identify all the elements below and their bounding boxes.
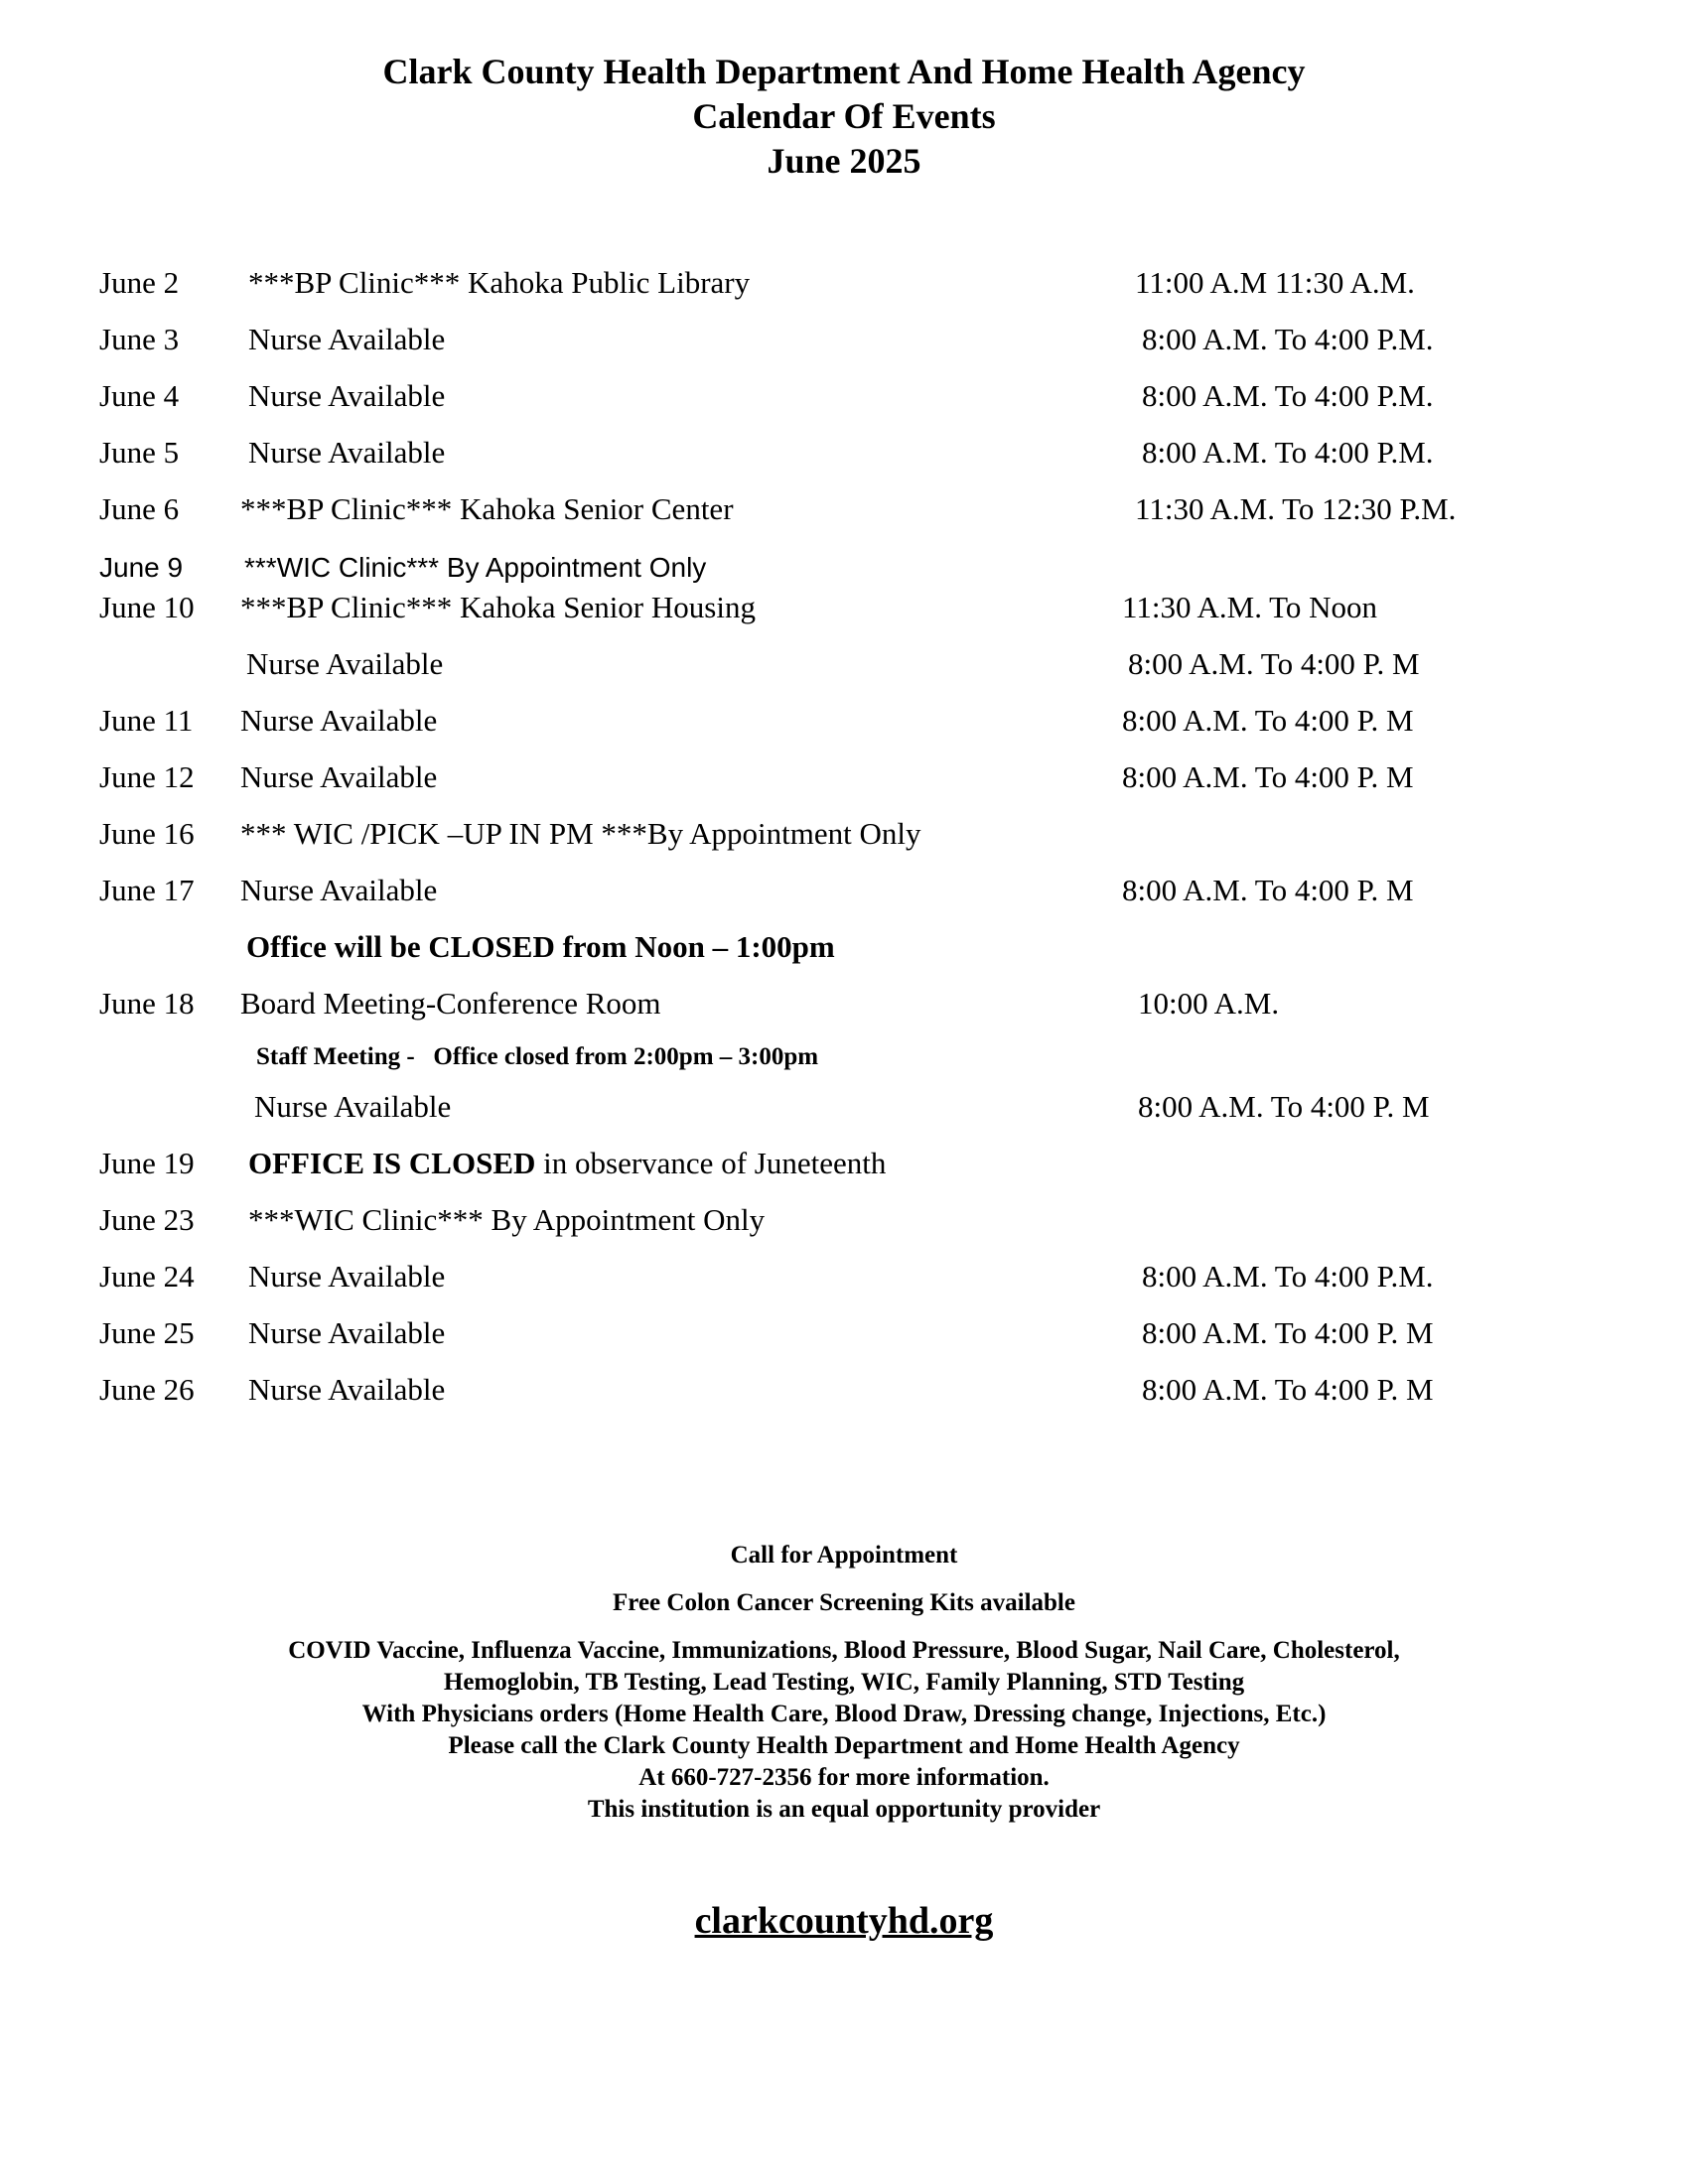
event-date: June 10 <box>99 590 195 624</box>
event-date: June 4 <box>99 378 180 413</box>
event-time: 8:00 A.M. To 4:00 P. M <box>1122 873 1414 907</box>
event-date: June 9 <box>99 552 184 583</box>
event-time: 8:00 A.M. To 4:00 P.M. <box>1142 378 1434 413</box>
event-time: 8:00 A.M. To 4:00 P. M <box>1138 1089 1430 1124</box>
event-date: June 5 <box>99 435 180 470</box>
event-time: 10:00 A.M. <box>1138 986 1280 1021</box>
juneteenth-text: in observance of Juneteenth <box>535 1146 887 1180</box>
event-date: June 19 <box>99 1146 195 1180</box>
office-closed-label: OFFICE IS CLOSED <box>248 1146 536 1180</box>
event-description: ***WIC Clinic*** By Appointment Only <box>244 552 707 583</box>
event-date: June 24 <box>99 1259 195 1294</box>
event-description: Nurse Available <box>248 1259 446 1294</box>
event-row <box>0 546 1688 590</box>
event-time: 8:00 A.M. To 4:00 P.M. <box>1142 1259 1434 1294</box>
screening-kits-notice: Free Colon Cancer Screening Kits available <box>613 1589 1075 1616</box>
header-title: Clark County Health Department And Home Health Agency <box>382 52 1306 91</box>
event-time: 8:00 A.M. To 4:00 P. M <box>1142 1372 1434 1407</box>
header-subtitle: Calendar Of Events <box>692 96 996 136</box>
event-description: Nurse Available <box>248 1372 446 1407</box>
event-date: June 3 <box>99 322 180 356</box>
header-month: June 2025 <box>767 141 921 181</box>
event-row <box>0 755 1688 799</box>
staff-meeting-notice: Staff Meeting - Office closed from 2:00pm – 3:00pm <box>256 1043 819 1070</box>
services-line-1: COVID Vaccine, Influenza Vaccine, Immunizations, Blood Pressure, Blood Sugar, Nail Care, Cholesterol, <box>288 1637 1400 1664</box>
event-description: Nurse Available <box>248 1315 446 1350</box>
event-date: June 2 <box>99 265 180 300</box>
event-row <box>0 1142 1688 1185</box>
event-time: 8:00 A.M. To 4:00 P.M. <box>1142 322 1434 356</box>
equal-opportunity-statement: This institution is an equal opportunity provider <box>587 1796 1101 1823</box>
event-description: ***BP Clinic*** Kahoka Senior Housing <box>240 590 756 624</box>
event-row <box>0 642 1688 686</box>
event-time: 8:00 A.M. To 4:00 P.M. <box>1142 435 1434 470</box>
event-date: June 17 <box>99 873 195 907</box>
event-row <box>0 374 1688 418</box>
event-description: Board Meeting-Conference Room <box>240 986 661 1021</box>
event-time: 8:00 A.M. To 4:00 P. M <box>1128 646 1420 681</box>
event-row <box>0 982 1688 1025</box>
event-row <box>0 699 1688 743</box>
event-row <box>0 869 1688 912</box>
event-row <box>0 261 1688 305</box>
event-time: 8:00 A.M. To 4:00 P. M <box>1122 703 1414 738</box>
phone-number: At 660-727-2356 for more information. <box>638 1764 1050 1791</box>
event-row <box>0 1085 1688 1129</box>
event-date: June 23 <box>99 1202 195 1237</box>
event-date: June 18 <box>99 986 195 1021</box>
call-for-appointment: Call for Appointment <box>730 1542 958 1569</box>
event-date: June 26 <box>99 1372 195 1407</box>
event-date: June 25 <box>99 1315 195 1350</box>
event-description: Nurse Available <box>248 322 446 356</box>
event-time: 11:00 A.M 11:30 A.M. <box>1135 265 1415 300</box>
event-date: June 16 <box>99 816 195 851</box>
event-description: Nurse Available <box>246 646 444 681</box>
event-row <box>0 812 1688 856</box>
event-time: 8:00 A.M. To 4:00 P. M <box>1142 1315 1434 1350</box>
event-row <box>0 431 1688 475</box>
event-row <box>0 1255 1688 1298</box>
staff-meeting-row <box>0 1035 1688 1079</box>
event-row <box>0 1311 1688 1355</box>
event-row <box>0 318 1688 361</box>
event-description: Nurse Available <box>248 435 446 470</box>
event-description: Nurse Available <box>240 759 438 794</box>
please-call: Please call the Clark County Health Department and Home Health Agency <box>448 1732 1240 1759</box>
event-time: 11:30 A.M. To Noon <box>1122 590 1378 624</box>
event-row <box>0 487 1688 531</box>
event-description: ***WIC Clinic*** By Appointment Only <box>248 1202 766 1237</box>
event-row <box>0 586 1688 629</box>
event-date: June 11 <box>99 703 194 738</box>
event-row <box>0 1198 1688 1242</box>
event-date: June 6 <box>99 491 180 526</box>
website-link[interactable]: clarkcountyhd.org <box>694 1900 994 1942</box>
physicians-orders: With Physicians orders (Home Health Care, Blood Draw, Dressing change, Injections, Etc.) <box>361 1701 1327 1727</box>
event-description: Nurse Available <box>248 378 446 413</box>
event-description: ***BP Clinic*** Kahoka Senior Center <box>240 491 734 526</box>
event-description: Nurse Available <box>240 703 438 738</box>
event-description: Nurse Available <box>240 873 438 907</box>
event-time: 11:30 A.M. To 12:30 P.M. <box>1135 491 1457 526</box>
services-line-2: Hemoglobin, TB Testing, Lead Testing, WIC, Family Planning, STD Testing <box>443 1669 1245 1696</box>
event-description <box>248 1142 886 1185</box>
event-description: Nurse Available <box>254 1089 452 1124</box>
event-date: June 12 <box>99 759 195 794</box>
event-row <box>0 1368 1688 1412</box>
closure-notice-row <box>0 925 1688 969</box>
event-description: ***BP Clinic*** Kahoka Public Library <box>248 265 751 300</box>
closure-notice: Office will be CLOSED from Noon – 1:00pm <box>246 929 835 964</box>
event-time: 8:00 A.M. To 4:00 P. M <box>1122 759 1414 794</box>
event-description: *** WIC /PICK –UP IN PM ***By Appointment Only <box>240 816 921 851</box>
